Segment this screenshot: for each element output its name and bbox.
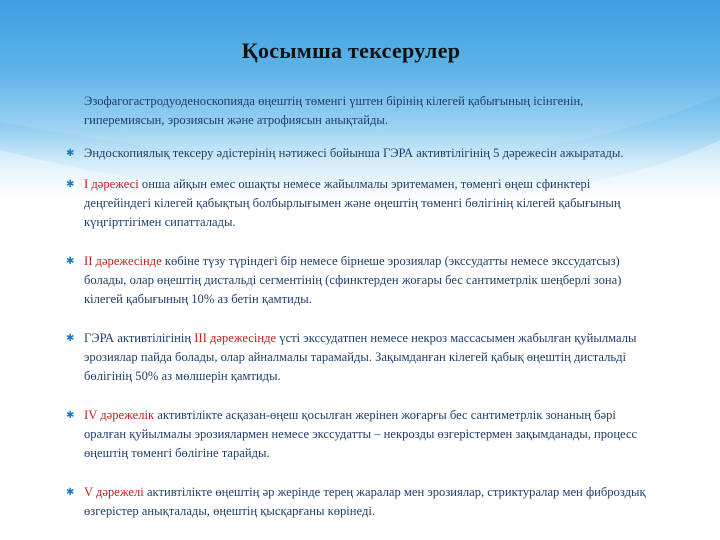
- bullet-icon: ✱: [66, 179, 75, 190]
- list-item: [66, 483, 646, 521]
- bullet-text: көбіне түзу түріндегі бір немесе бірнеше эрозиялар (экссудатты немесе экссудатсыз) болады, олар өңештің дистальді сегментінің (сфинктерден жоғары бес сантиметрлік шеңберлі зона) кілегей қабығының 10% аз бетін қамтиды.: [84, 254, 622, 306]
- list-item: [66, 252, 646, 309]
- list-item: [66, 329, 646, 386]
- bullet-icon: ✱: [66, 410, 75, 421]
- intro-paragraph: Эзофагогастродуоденоскопияда өңештің төменгі үштен бірінің кілегей қабығының ісінгенін, гиперемиясын, эрозиясын және атрофиясын анықтайды.: [84, 94, 584, 127]
- bullet-text: Эндоскопиялық тексеру әдістерінің нәтижесі бойынша ГЭРА активтілігінің 5 дәрежесін ажыратады.: [84, 146, 624, 160]
- content: [66, 92, 646, 540]
- bullet-highlight: II дәрежесінде: [84, 254, 162, 268]
- bullet-prefix: ГЭРА активтілігінің: [84, 331, 195, 345]
- bullet-icon: ✱: [66, 256, 75, 267]
- bullet-icon: ✱: [66, 148, 75, 159]
- bullet-highlight: V дәрежелі: [84, 485, 144, 499]
- bullet-highlight: IV дәрежелік: [84, 408, 155, 422]
- list-item: [66, 406, 646, 463]
- list-item: [66, 175, 646, 232]
- list-item: [66, 144, 646, 163]
- page-title: Қосымша тексерулер: [241, 38, 461, 63]
- bullet-text: активтілікте асқазан-өңеш қосылған жерінен жоғарғы бес сантиметрлік зонаның бәрі оралған қуйылмалы эрозиялармен немесе экссудатты – некрозды өзгерістермен зақымданады, процесс өңештің төменгі бөлігіне тарайды.: [84, 408, 638, 460]
- bullet-text: активтілікте өңештің әр жерінде терең жаралар мен эрозиялар, стриктуралар мен фиброздық өзгерістер анықталады, өңештің қысқарғаны көрінеді.: [84, 485, 646, 518]
- bullet-text: үсті экссудатпен немесе некроз массасымен жабылған қуйылмалы эрозиялар пайда болады, олар айналмалы тарамайды. Зақымданған кілегей қабық өңештің дистальді бөлігінің 50% аз мөлшерін қамтиды.: [84, 331, 637, 383]
- bullet-highlight: I дәрежесі: [84, 177, 139, 191]
- bullet-icon: ✱: [66, 333, 75, 344]
- bullet-highlight: III дәрежесінде: [194, 331, 277, 345]
- bullet-text: онша айқын емес ошақты немесе жайылмалы эритемамен, төменгі өңеш сфинктері деңгейіндегі кілегей қабықтың болбырлығымен және өңештің төменгі бөлігінің кілегей қабығының күңгірттігімен сипатталады.: [84, 177, 621, 229]
- bullet-list: [66, 144, 646, 521]
- bullet-icon: ✱: [66, 487, 75, 498]
